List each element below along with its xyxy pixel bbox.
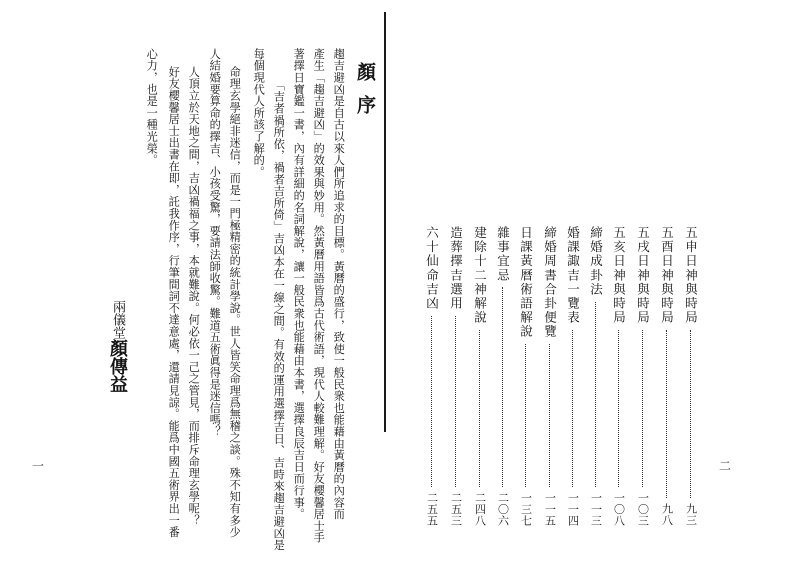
preface-line-1: 趨吉避凶是自古以來人們所追求的目標。黃曆的盛行，致使一般民衆也能藉由黃曆的內容而 — [332, 48, 346, 520]
preface-line-2: 產生「趨吉避凶」的效果與妙用。然黃曆用語皆爲古代術語，現代人較難理解。好友櫻馨居士手 — [312, 48, 326, 544]
preface-line-7: 人結婚要算命的擇吉、小孩受驚，要請法師收驚。難道五術眞得是迷信嗎？ — [208, 48, 222, 438]
toc-entry-page: 二五三 — [449, 491, 463, 526]
preface-signature — [108, 300, 126, 393]
toc-entry[interactable] — [543, 226, 556, 526]
toc-leader-dots — [525, 344, 526, 487]
toc-entry[interactable] — [566, 226, 579, 526]
toc-entry-title: 婚課諏吉一覽表 — [565, 226, 581, 325]
preface-line-10: 心力，也是一種光榮。 — [145, 48, 159, 166]
toc-entry-page: 一一五 — [543, 491, 557, 526]
toc-entry-title: 五戌日神與時局 — [635, 226, 651, 325]
preface-line-9: 好友櫻馨居士出書在即，託我作序，行筆間詞不達意處，還請見諒。能爲中國五術界出一番 — [167, 66, 181, 538]
toc-leader-dots — [502, 287, 503, 486]
toc-leader-dots — [690, 330, 691, 498]
toc-entry[interactable] — [519, 226, 532, 526]
preface-line-5: 每個現代人所該了解的。 — [252, 48, 266, 178]
signature-studio: 兩儀堂 — [110, 300, 125, 339]
toc-entry-page: 二四八 — [473, 491, 487, 526]
toc-entry-page: 一〇三 — [636, 491, 650, 526]
toc-leader-dots — [595, 302, 596, 487]
toc-entry[interactable] — [684, 226, 697, 526]
toc-entry-title: 雜事宜忌 — [495, 226, 511, 283]
toc-entry-title: 五亥日神與時局 — [611, 226, 627, 325]
toc-leader-dots — [431, 316, 432, 487]
toc-entry-title: 締婚周書合卦便覽 — [542, 226, 558, 339]
preface-line-6: 命理玄學絕非迷信，而是一門極精密的統計學說。世人皆笑命理爲無稽之談。殊不知有多少 — [228, 66, 242, 538]
toc-entry-page: 九八 — [660, 503, 674, 526]
preface-line-3: 著擇日寶鑑一書，內有詳細的名詞解說，讓一般民衆也能藉由本書，選擇良辰吉日而行事。 — [292, 48, 306, 520]
toc-leader-dots — [666, 330, 667, 498]
toc-entry[interactable] — [425, 226, 438, 526]
toc-entry[interactable] — [589, 226, 602, 526]
toc-entry-title: 日課黃曆術語解說 — [518, 226, 534, 339]
right-page-number: 二 — [719, 459, 732, 473]
toc-leader-dots — [479, 330, 480, 487]
toc-leader-dots — [618, 330, 619, 487]
toc-entry-title: 六十仙命吉凶 — [424, 226, 440, 311]
toc-entry-page: 一〇八 — [612, 491, 626, 526]
page-divider — [384, 12, 386, 432]
toc-entry-page: 一三七 — [519, 491, 533, 526]
toc-entry[interactable] — [636, 226, 649, 526]
toc-entry-page: 二五五 — [425, 491, 439, 526]
toc-entry-title: 締婚成卦法 — [588, 226, 604, 297]
toc-entry[interactable] — [496, 226, 509, 526]
toc-entry-title: 造葬擇吉選用 — [448, 226, 464, 311]
toc-entry-page: 一一三 — [589, 491, 603, 526]
toc-leader-dots — [455, 316, 456, 487]
preface-title: 顏序 — [354, 62, 376, 128]
toc-entry-title: 建除十二神解說 — [472, 226, 488, 325]
toc-entry-title: 五酉日神與時局 — [659, 226, 675, 325]
toc-entry-title: 五申日神與時局 — [683, 226, 699, 325]
toc-entry-page: 二〇六 — [496, 491, 510, 526]
toc-leader-dots — [642, 330, 643, 487]
preface-line-4: 「吉者禍所依，禍者吉所倚」吉凶本在一線之間。有效的運用選擇吉日、吉時來趨吉避凶是 — [272, 79, 286, 551]
toc-entry[interactable] — [660, 226, 673, 526]
toc-entry[interactable] — [612, 226, 625, 526]
toc-leader-dots — [549, 344, 550, 487]
signature-name: 顏傳益 — [107, 339, 128, 393]
left-page-number: 一 — [32, 459, 45, 473]
toc-entry-page: 九三 — [684, 503, 698, 526]
preface-line-8: 人頂立於天地之間，吉凶禍福之事，本就難說。何必依一己之管見，而排斥命理玄學呢？ — [187, 66, 201, 527]
toc-entry-page: 一一四 — [566, 491, 580, 526]
toc-leader-dots — [572, 330, 573, 487]
toc-entry[interactable] — [473, 226, 486, 526]
toc-entry[interactable] — [449, 226, 462, 526]
